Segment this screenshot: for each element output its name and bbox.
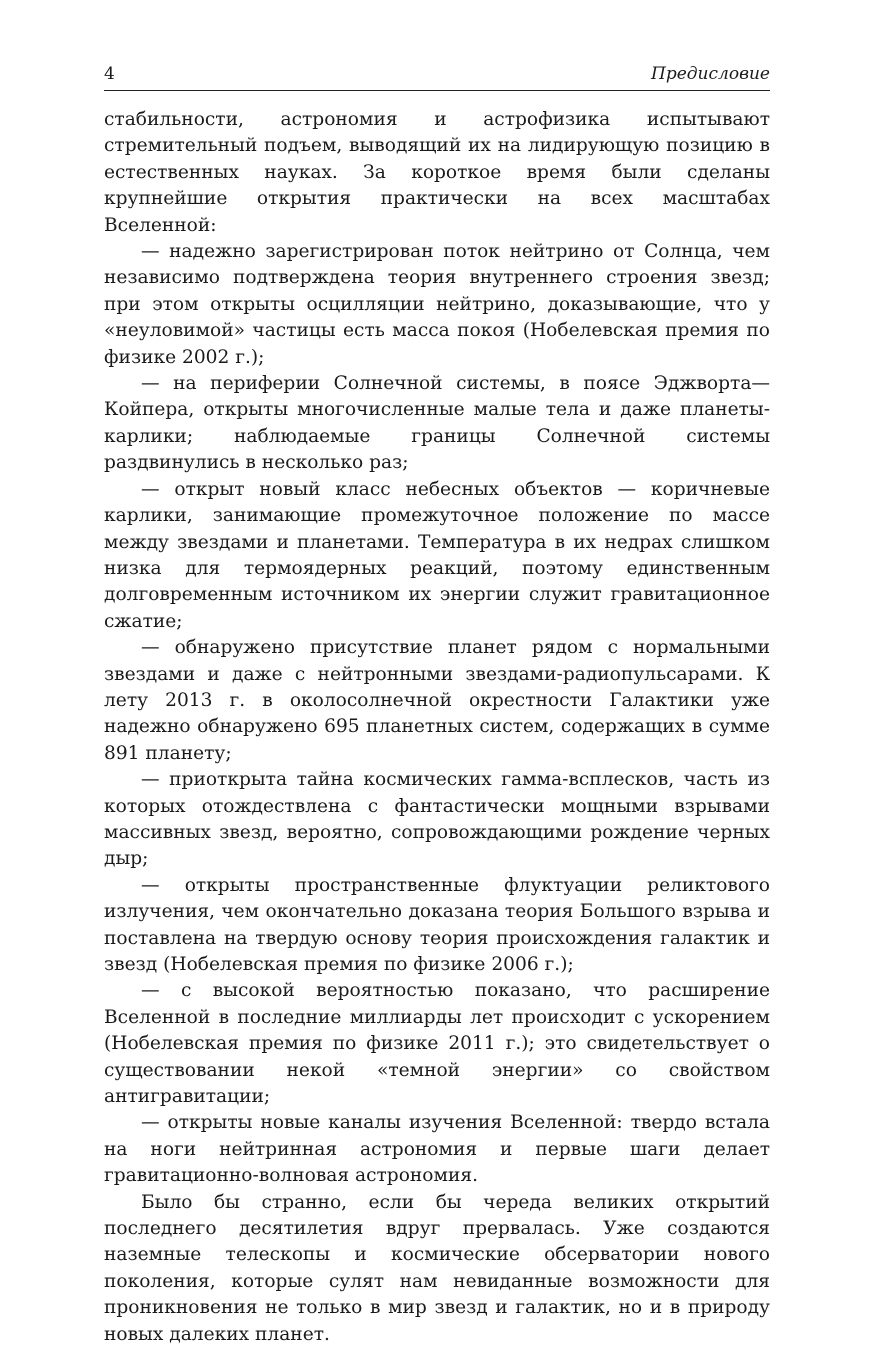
list-item-exoplanets: — обнаружено присутствие планет рядом с нормальными звездами и даже с нейтронными звездами-радиопульсарами. К лету 2013 г. в околосолнечной окрестности Галактики уже надежно обнаружено 695 планетных систем, содержащих в сумме 891 планету; [104, 637, 770, 764]
book-page [104, 62, 770, 1348]
page-number: 4 [104, 64, 115, 84]
list-item-new-channels: — открыты новые каналы изучения Вселенной: твердо встала на ноги нейтринная астрономия и первые шаги делает гравитационно-волновая астрономия. [104, 1112, 770, 1187]
body-text [104, 107, 770, 1348]
section-title: Предисловие [651, 64, 770, 84]
list-item-neutrino: — надежно зарегистрирован поток нейтрино от Солнца, чем независимо подтверждена теория внутреннего строения звезд; при этом открыты осцилляции нейтрино, доказывающие, что у «неуловимой» частицы есть масса покоя (Нобелевская премия по физике 2002 г.); [104, 241, 770, 368]
running-header [104, 62, 770, 91]
list-item-cmb-fluctuations: — открыты пространственные флуктуации реликтового излучения, чем окончательно доказана теория Большого взрыва и поставлена на твердую основу теория происхождения галактик и звезд (Нобелевская премия по физике 2006 г.); [104, 874, 770, 975]
list-item-kuiper-belt: — на периферии Солнечной системы, в поясе Эджворта—Койпера, открыты многочисленные малые тела и даже планеты-карлики; наблюдаемые границы Солнечной системы раздвинулись в несколько раз; [104, 373, 770, 474]
list-item-dark-energy: — с высокой вероятностью показано, что расширение Вселенной в последние миллиарды лет происходит с ускорением (Нобелевская премия по физике 2011 г.); это свидетельствует о существовании некой «темной энергии» со свойством антигравитации; [104, 980, 770, 1108]
list-item-brown-dwarfs: — открыт новый класс небесных объектов — коричневые карлики, занимающие промежуточное положение по массе между звездами и планетами. Температура в их недрах слишком низка для термоядерных реакций, поэтому единственным долговременным источником их энергии служит гравитационное сжатие; [104, 478, 770, 632]
paragraph-conclusion: Было бы странно, если бы череда великих открытий последнего десятилетия вдруг прервалась. Уже создаются наземные телескопы и космические обсерватории нового поколения, которые сулят нам невиданные возможности для проникновения не только в мир звезд и галактик, но и в природу новых далеких планет. [104, 1191, 770, 1345]
paragraph-intro: стабильности, астрономия и астрофизика испытывают стремительный подъем, выводящий их на лидирующую позицию в естественных науках. За короткое время были сделаны крупнейшие открытия практически на всех масштабах Вселенной: [104, 109, 770, 236]
list-item-gamma-bursts: — приоткрыта тайна космических гамма-всплесков, часть из которых отождествлена с фантастически мощными взрывами массивных звезд, вероятно, сопровождающими рождение черных дыр; [104, 769, 770, 870]
